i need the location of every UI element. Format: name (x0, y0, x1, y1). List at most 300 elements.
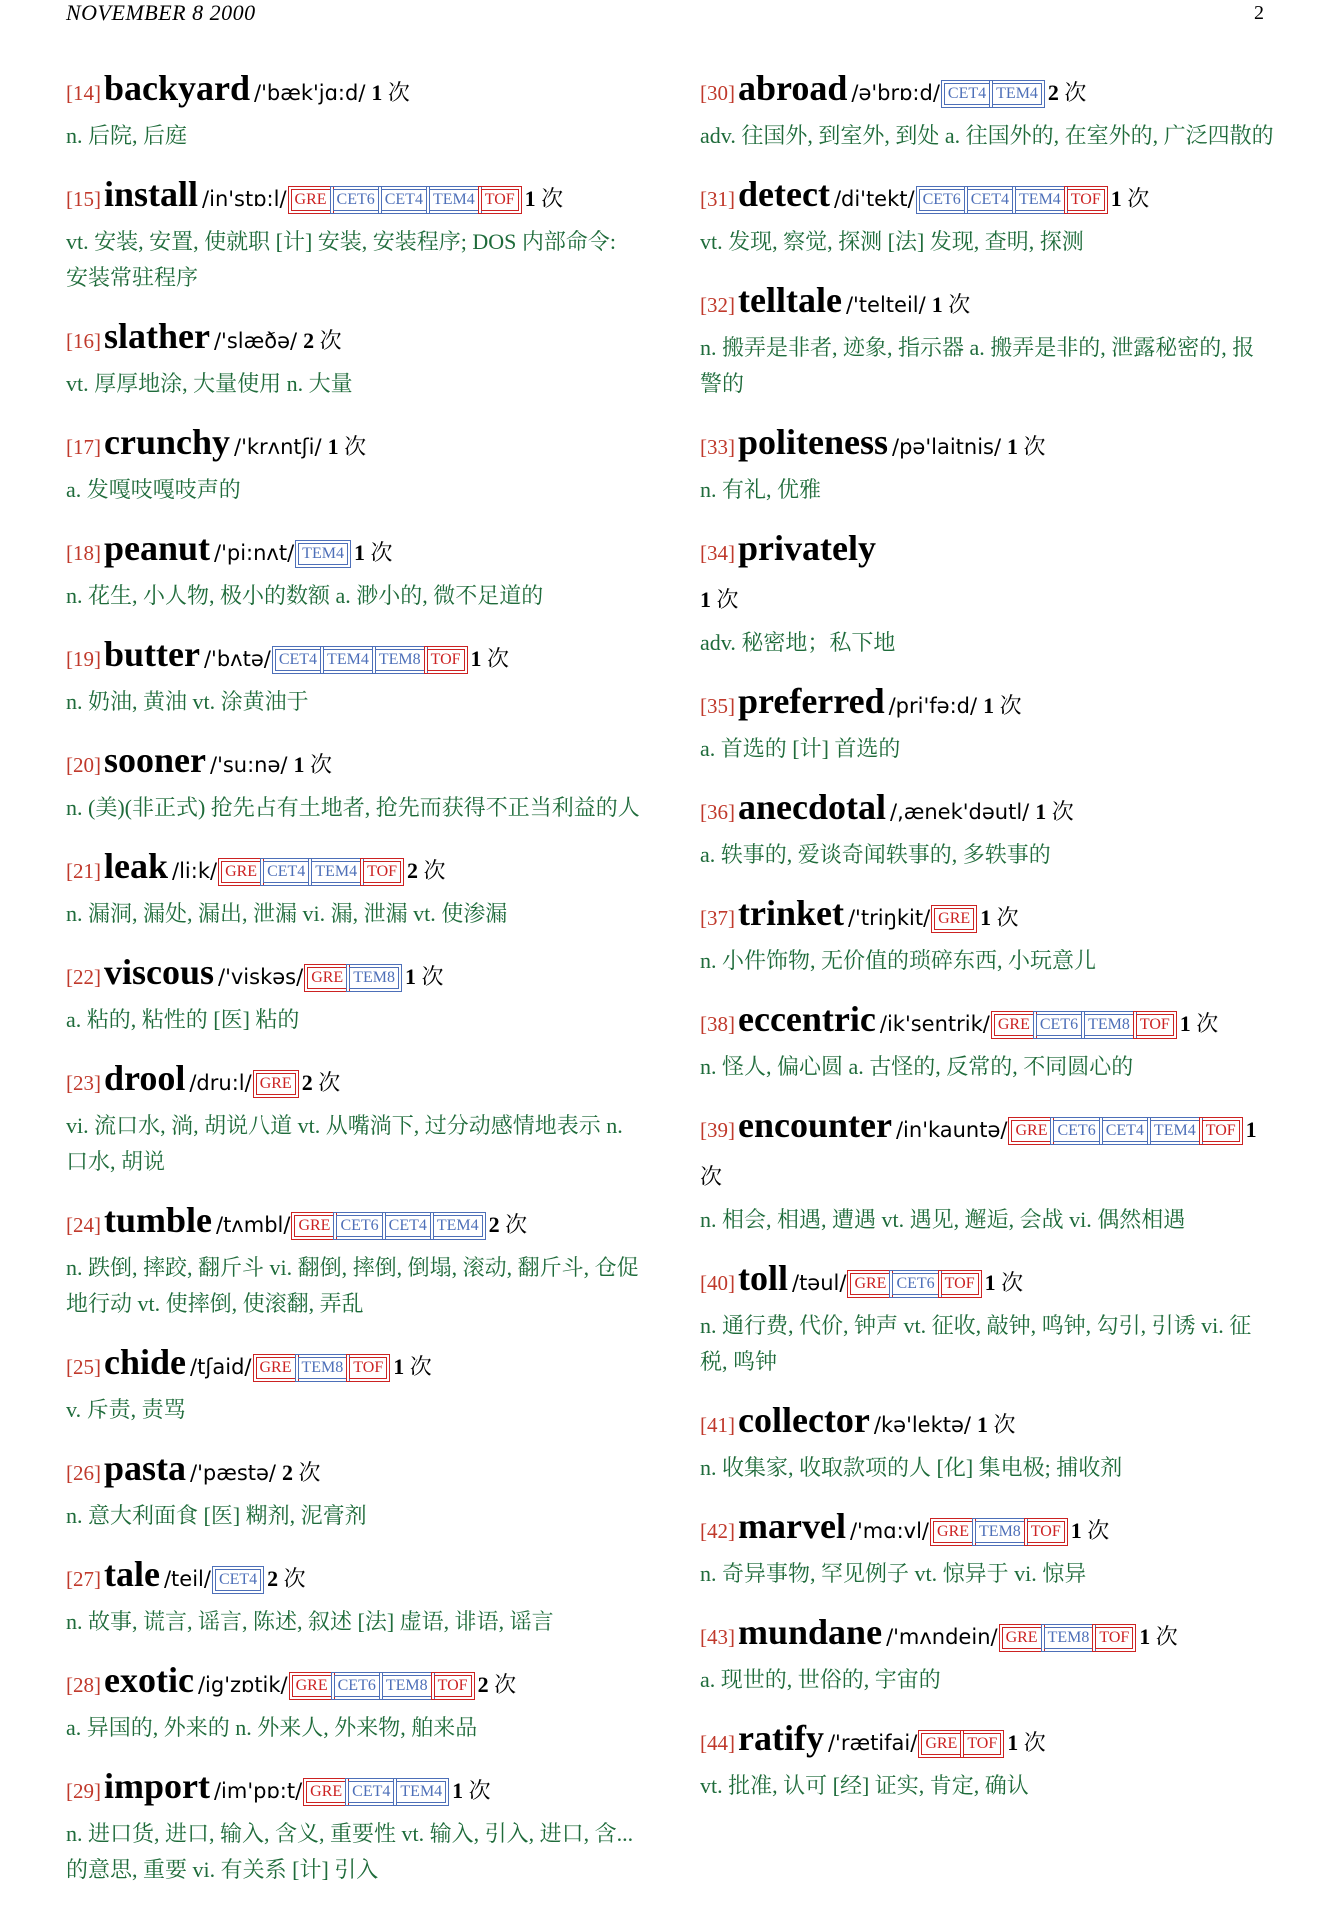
exam-tag-tem8: TEM8 (1084, 1014, 1134, 1036)
entry-index: [39] (700, 1118, 735, 1142)
entry-index: [21] (66, 859, 101, 883)
occurrence-count (1071, 1518, 1110, 1543)
exam-tag-gre: GRE (307, 967, 347, 989)
vocab-entry (700, 997, 1274, 1085)
exam-tags (942, 87, 1042, 104)
entry-word: marvel (738, 1506, 846, 1546)
entry-word: anecdotal (738, 787, 886, 827)
entry-headline (66, 66, 640, 118)
entry-headline (66, 1552, 640, 1604)
exam-tag-cet6: CET6 (919, 189, 965, 211)
entry-phonetic: /'rætifai/ (827, 1731, 918, 1755)
entry-word: tumble (104, 1200, 212, 1240)
vocab-entry (66, 1056, 640, 1180)
count-number: 2 (477, 1672, 489, 1697)
exam-tag-gre: GRE (256, 1357, 296, 1379)
entry-word: import (104, 1766, 210, 1806)
entry-phonetic: /pə'laitnis/ (892, 435, 1002, 459)
count-unit: 次 (1023, 434, 1046, 459)
entry-word: encounter (738, 1105, 892, 1145)
entry-phonetic: /'pæstə/ (190, 1461, 276, 1485)
entry-headline (700, 278, 1274, 330)
vocab-entry (700, 172, 1274, 260)
vocab-entry (66, 1552, 640, 1640)
count-number: 2 (303, 328, 315, 353)
exam-tag-gre: GRE (1011, 1120, 1051, 1142)
vocab-entry (66, 1446, 640, 1534)
count-number: 1 (452, 1778, 464, 1803)
entry-phonetic: /dru:l/ (189, 1071, 252, 1095)
entry-definition: vi. 流口水, 淌, 胡说八道 vt. 从嘴淌下, 过分动感情地表示 n. 口水, 胡说 (66, 1113, 623, 1174)
entry-definition: adv. 秘密地；私下地 (700, 630, 896, 655)
count-number: 1 (980, 905, 992, 930)
count-number: 2 (407, 858, 419, 883)
entry-phonetic: /li:k/ (172, 859, 218, 883)
count-number: 1 (353, 540, 365, 565)
entry-phonetic: /'triŋkit/ (847, 906, 931, 930)
entry-index: [35] (700, 694, 735, 718)
entry-headline (66, 1056, 640, 1108)
exam-tag-cet6: CET6 (1053, 1120, 1099, 1142)
entry-word: detect (738, 174, 830, 214)
entry-phonetic: /ə'brɒ:d/ (851, 81, 940, 105)
entry-phonetic: /ig'zɒtik/ (197, 1673, 288, 1697)
entry-phonetic: /in'kauntə/ (895, 1118, 1008, 1142)
exam-tag-tem4: TEM4 (323, 649, 373, 671)
entry-index: [41] (700, 1413, 735, 1437)
entry-index: [37] (700, 906, 735, 930)
entry-definition: n. 奶油, 黄油 vt. 涂黄油于 (66, 689, 309, 714)
entry-headline (66, 1198, 640, 1250)
exam-tag-tof: TOF (963, 1733, 1001, 1755)
count-unit: 次 (716, 587, 739, 612)
count-number: 1 (983, 693, 995, 718)
entry-word: toll (738, 1258, 788, 1298)
count-unit: 次 (1196, 1011, 1219, 1036)
exam-tag-gre: GRE (306, 1781, 346, 1803)
entry-phonetic: /təul/ (792, 1271, 847, 1295)
entry-phonetic: /'mʌndein/ (886, 1625, 998, 1649)
count-number: 1 (1245, 1117, 1257, 1142)
left-column (66, 66, 640, 1906)
exam-tag-gre: GRE (291, 189, 331, 211)
entry-word: telltale (738, 280, 842, 320)
vocab-entry (66, 420, 640, 508)
count-number: 1 (931, 292, 943, 317)
exam-tag-cet4: CET4 (967, 189, 1013, 211)
entry-phonetic: /tʃaid/ (190, 1355, 252, 1379)
entry-definition: a. 轶事的, 爱谈奇闻轶事的, 多轶事的 (700, 842, 1051, 867)
entry-definition: n. 收集家, 收取款项的人 [化] 集电极; 捕收剂 (700, 1455, 1123, 1480)
entry-headline (700, 679, 1274, 731)
count-unit: 次 (1051, 799, 1074, 824)
count-unit: 次 (319, 328, 342, 353)
occurrence-count (471, 646, 510, 671)
vocab-entry (66, 314, 640, 402)
entry-phonetic: /,ænek'dəutl/ (890, 800, 1030, 824)
entry-phonetic: /'pi:nʌt/ (214, 541, 295, 565)
entry-index: [20] (66, 753, 101, 777)
vocab-entry (700, 420, 1274, 508)
vocab-entry (700, 891, 1274, 979)
exam-tag-tof: TOF (1067, 189, 1105, 211)
entry-word: viscous (104, 952, 215, 992)
exam-tag-tem4: TEM4 (396, 1781, 446, 1803)
exam-tag-tem8: TEM8 (382, 1675, 432, 1697)
entry-word: mundane (738, 1612, 883, 1652)
count-number: 1 (293, 752, 305, 777)
occurrence-count (1048, 80, 1087, 105)
entry-headline (700, 997, 1274, 1049)
entry-definition: n. 小件饰物, 无价值的琐碎东西, 小玩意儿 (700, 948, 1097, 973)
exam-tags (932, 912, 974, 929)
entry-index: [17] (66, 435, 101, 459)
count-number: 2 (267, 1566, 279, 1591)
entry-index: [32] (700, 293, 735, 317)
occurrence-count (980, 905, 1019, 930)
entry-word: peanut (104, 528, 211, 568)
entry-phonetic: /'slæðə/ (213, 329, 298, 353)
occurrence-count (1139, 1624, 1178, 1649)
entry-index: [33] (700, 435, 735, 459)
entry-phonetic: /'krʌntʃi/ (234, 435, 322, 459)
exam-tag-tem4: TEM4 (298, 543, 348, 565)
occurrence-count (977, 1412, 1016, 1437)
exam-tag-tof: TOF (481, 189, 519, 211)
exam-tag-cet4: CET4 (385, 1215, 431, 1237)
exam-tags (1000, 1631, 1134, 1648)
occurrence-count (478, 1672, 517, 1697)
exam-tag-gre: GRE (1002, 1627, 1042, 1649)
exam-tag-gre: GRE (850, 1273, 890, 1295)
entry-index: [30] (700, 81, 735, 105)
entry-definition: a. 异国的, 外来的 n. 外来人, 外来物, 舶来品 (66, 1715, 478, 1740)
exam-tag-tof: TOF (363, 861, 401, 883)
exam-tags (931, 1525, 1065, 1542)
count-unit: 次 (1023, 1730, 1046, 1755)
entry-word: chide (104, 1342, 187, 1382)
entry-index: [19] (66, 647, 101, 671)
entry-headline (66, 172, 640, 224)
count-unit: 次 (344, 434, 367, 459)
exam-tag-cet4: CET4 (381, 189, 427, 211)
entry-headline (700, 420, 1274, 472)
entry-definition: n. (美)(非正式) 抢先占有土地者, 抢先而获得不正当利益的人 (66, 795, 640, 820)
exam-tag-cet4: CET4 (215, 1569, 261, 1591)
entry-definition: vt. 厚厚地涂, 大量使用 n. 大量 (66, 371, 353, 396)
vocab-entry (66, 526, 640, 614)
vocab-entry (66, 844, 640, 932)
entry-index: [25] (66, 1355, 101, 1379)
exam-tag-tem8: TEM8 (349, 967, 399, 989)
vocab-entry (700, 278, 1274, 402)
exam-tag-tem4: TEM4 (311, 861, 361, 883)
exam-tag-cet6: CET6 (1036, 1014, 1082, 1036)
occurrence-count (1111, 186, 1150, 211)
occurrence-count (985, 1270, 1024, 1295)
occurrence-count (1180, 1011, 1219, 1036)
entry-word: collector (738, 1400, 870, 1440)
entry-index: [34] (700, 541, 735, 565)
exam-tags (219, 865, 401, 882)
vocab-entry (66, 950, 640, 1038)
entry-definition: n. 怪人, 偏心圆 a. 古怪的, 反常的, 不同圆心的 (700, 1054, 1134, 1079)
entry-headline (700, 1398, 1274, 1450)
occurrence-count (371, 80, 410, 105)
page-number: 2 (1254, 2, 1264, 24)
exam-tag-cet6: CET6 (333, 189, 379, 211)
exam-tags (304, 1785, 446, 1802)
entry-phonetic: /teil/ (163, 1567, 211, 1591)
exam-tag-tof: TOF (434, 1675, 472, 1697)
entry-word: slather (104, 316, 210, 356)
exam-tags (254, 1077, 296, 1094)
count-unit: 次 (993, 1412, 1016, 1437)
entry-phonetic: /'su:nə/ (210, 753, 288, 777)
vocab-entry (700, 1716, 1274, 1804)
entry-phonetic: /ik'sentrik/ (879, 1012, 990, 1036)
exam-tag-tof: TOF (1095, 1627, 1133, 1649)
entry-word: tale (104, 1554, 160, 1594)
entry-phonetic: /di'tekt/ (833, 187, 915, 211)
exam-tag-cet4: CET4 (1102, 1120, 1148, 1142)
entry-definition: vt. 安装, 安置, 使就职 [计] 安装, 安装程序; DOS 内部命令: 安装常驻程序 (66, 229, 617, 290)
entry-headline (66, 1340, 640, 1392)
entry-headline (700, 1610, 1274, 1662)
entry-index: [29] (66, 1779, 101, 1803)
entry-definition: vt. 发现, 察觉, 探测 [法] 发现, 查明, 探测 (700, 229, 1084, 254)
occurrence-count (302, 1070, 341, 1095)
occurrence-count (1035, 799, 1074, 824)
entry-index: [42] (700, 1519, 735, 1543)
exam-tag-cet4: CET4 (275, 649, 321, 671)
entry-headline (700, 785, 1274, 837)
count-unit: 次 (1001, 1270, 1024, 1295)
entry-word: sooner (104, 740, 206, 780)
entry-word: trinket (738, 893, 844, 933)
count-unit: 次 (996, 905, 1019, 930)
entry-index: [14] (66, 81, 101, 105)
count-unit: 次 (487, 646, 510, 671)
entry-word: backyard (104, 68, 251, 108)
entry-headline (700, 1103, 1274, 1202)
entry-headline (700, 1256, 1274, 1308)
entry-index: [38] (700, 1012, 735, 1036)
entry-definition: n. 奇异事物, 罕见例子 vt. 惊异于 vi. 惊异 (700, 1561, 1087, 1586)
exam-tags (213, 1573, 261, 1590)
exam-tag-tem4: TEM4 (1150, 1120, 1200, 1142)
occurrence-count (393, 1354, 432, 1379)
entry-definition: a. 首选的 [计] 首选的 (700, 736, 901, 761)
right-column (700, 66, 1274, 1822)
entry-word: privately (738, 528, 876, 568)
count-unit: 次 (370, 540, 393, 565)
entry-index: [43] (700, 1625, 735, 1649)
entry-headline (700, 526, 1274, 625)
exam-tag-tem8: TEM8 (298, 1357, 348, 1379)
count-unit: 次 (468, 1778, 491, 1803)
entry-word: crunchy (104, 422, 230, 462)
exam-tag-cet4: CET4 (944, 83, 990, 105)
count-unit: 次 (1087, 1518, 1110, 1543)
exam-tags (992, 1018, 1174, 1035)
exam-tag-gre: GRE (921, 1733, 961, 1755)
entry-headline (66, 844, 640, 896)
count-number: 1 (1179, 1011, 1191, 1036)
entry-index: [22] (66, 965, 101, 989)
vocab-entry (66, 66, 640, 154)
exam-tag-cet6: CET6 (334, 1675, 380, 1697)
occurrence-count (405, 964, 444, 989)
exam-tags (848, 1277, 978, 1294)
vocab-entry (66, 738, 640, 826)
count-number: 2 (488, 1212, 500, 1237)
count-unit: 次 (283, 1566, 306, 1591)
count-number: 1 (1139, 1624, 1151, 1649)
count-unit: 次 (948, 292, 971, 317)
count-unit: 次 (409, 1354, 432, 1379)
entry-headline (66, 1658, 640, 1710)
entry-index: [28] (66, 1673, 101, 1697)
vocab-entry (66, 632, 640, 720)
occurrence-count (303, 328, 342, 353)
count-number: 1 (700, 587, 711, 612)
exam-tag-tem4: TEM4 (429, 189, 479, 211)
exam-tag-cet4: CET4 (263, 861, 309, 883)
count-unit: 次 (387, 80, 410, 105)
occurrence-count (407, 858, 446, 883)
vocab-entry (66, 1198, 640, 1322)
vocab-entry (700, 526, 1274, 661)
entry-index: [18] (66, 541, 101, 565)
vocab-entry (700, 1504, 1274, 1592)
count-unit: 次 (298, 1460, 321, 1485)
entry-index: [24] (66, 1213, 101, 1237)
vocab-entry (700, 66, 1274, 154)
exam-tag-gre: GRE (294, 1215, 334, 1237)
entry-headline (66, 314, 640, 366)
count-unit: 次 (1064, 80, 1087, 105)
entry-phonetic: /in'stɒ:l/ (202, 187, 287, 211)
vocab-entry (66, 1340, 640, 1428)
exam-tag-gre: GRE (994, 1014, 1034, 1036)
count-number: 1 (1035, 799, 1047, 824)
entry-headline (700, 172, 1274, 224)
count-unit: 次 (421, 964, 444, 989)
exam-tags (289, 193, 519, 210)
entry-headline (66, 420, 640, 472)
exam-tag-tof: TOF (349, 1357, 387, 1379)
entry-word: pasta (104, 1448, 187, 1488)
occurrence-count (354, 540, 393, 565)
entry-definition: a. 粘的, 粘性的 [医] 粘的 (66, 1007, 300, 1032)
exam-tag-tem4: TEM4 (1015, 189, 1065, 211)
count-number: 1 (327, 434, 339, 459)
entry-definition: n. 相会, 相遇, 遭遇 vt. 遇见, 邂逅, 会战 vi. 偶然相遇 (700, 1207, 1186, 1232)
entry-definition: n. 后院, 后庭 (66, 123, 188, 148)
occurrence-count (267, 1566, 306, 1591)
count-number: 1 (1070, 1518, 1082, 1543)
entry-definition: n. 漏洞, 漏处, 漏出, 泄漏 vi. 漏, 泄漏 vt. 使渗漏 (66, 901, 508, 926)
entry-headline (66, 950, 640, 1002)
vocab-entry (66, 172, 640, 296)
entry-word: politeness (738, 422, 889, 462)
entry-definition: n. 花生, 小人物, 极小的数额 a. 渺小的, 微不足道的 (66, 583, 544, 608)
exam-tags (292, 1219, 482, 1236)
vocab-entry (66, 1658, 640, 1746)
header-date: NOVEMBER 8 2000 (66, 0, 256, 25)
count-number: 1 (976, 1412, 988, 1437)
exam-tag-cet6: CET6 (336, 1215, 382, 1237)
count-unit: 次 (423, 858, 446, 883)
exam-tag-gre: GRE (221, 861, 261, 883)
page-header (0, 0, 1322, 30)
count-unit: 次 (494, 1672, 517, 1697)
exam-tag-tof: TOF (1027, 1521, 1065, 1543)
exam-tags (1009, 1124, 1239, 1141)
exam-tag-tem4: TEM4 (433, 1215, 483, 1237)
entry-index: [27] (66, 1567, 101, 1591)
count-unit: 次 (700, 1164, 723, 1189)
entry-headline (66, 632, 640, 684)
exam-tag-tem8: TEM8 (975, 1521, 1025, 1543)
entry-word: butter (104, 634, 200, 674)
exam-tags (290, 1679, 472, 1696)
entry-definition: n. 进口货, 进口, 输入, 含义, 重要性 vt. 输入, 引入, 进口, 含... 的意思, 重要 vi. 有关系 [计] 引入 (66, 1821, 634, 1882)
entry-definition: n. 搬弄是非者, 迹象, 指示器 a. 搬弄是非的, 泄露秘密的, 报警的 (700, 335, 1255, 396)
occurrence-count (525, 186, 564, 211)
vocab-entry (700, 1610, 1274, 1698)
count-unit: 次 (505, 1212, 528, 1237)
exam-tag-gre: GRE (292, 1675, 332, 1697)
exam-tag-cet6: CET6 (892, 1273, 938, 1295)
entry-headline (700, 1716, 1274, 1768)
entry-definition: a. 现世的, 世俗的, 宇宙的 (700, 1667, 941, 1692)
entry-index: [40] (700, 1271, 735, 1295)
entry-definition: n. 有礼, 优雅 (700, 477, 822, 502)
exam-tag-tem8: TEM8 (375, 649, 425, 671)
vocab-entry (700, 679, 1274, 767)
exam-tag-gre: GRE (256, 1073, 296, 1095)
count-number: 1 (470, 646, 482, 671)
entry-headline (66, 526, 640, 578)
entry-word: abroad (738, 68, 848, 108)
exam-tags (273, 653, 465, 670)
count-number: 1 (1007, 434, 1019, 459)
exam-tag-tem4: TEM4 (992, 83, 1042, 105)
entry-phonetic: /'telteil/ (845, 293, 926, 317)
exam-tag-tof: TOF (1202, 1120, 1240, 1142)
entry-headline (700, 66, 1274, 118)
entry-headline (66, 738, 640, 790)
entry-headline (700, 891, 1274, 943)
exam-tag-tem8: TEM8 (1044, 1627, 1094, 1649)
count-number: 1 (371, 80, 383, 105)
count-unit: 次 (999, 693, 1022, 718)
count-number: 2 (301, 1070, 313, 1095)
entry-headline (66, 1446, 640, 1498)
entry-word: preferred (738, 681, 885, 721)
count-number: 1 (1110, 186, 1122, 211)
entry-definition: adv. 往国外, 到室外, 到处 a. 往国外的, 在室外的, 广泛四散的 (700, 123, 1274, 148)
count-number: 1 (1007, 1730, 1019, 1755)
entry-definition: n. 故事, 谎言, 谣言, 陈述, 叙述 [法] 虚语, 诽语, 谣言 (66, 1609, 554, 1634)
count-unit: 次 (1155, 1624, 1178, 1649)
entry-index: [26] (66, 1461, 101, 1485)
exam-tags (305, 971, 399, 988)
vocab-entry (700, 1103, 1274, 1238)
entry-word: install (104, 174, 199, 214)
